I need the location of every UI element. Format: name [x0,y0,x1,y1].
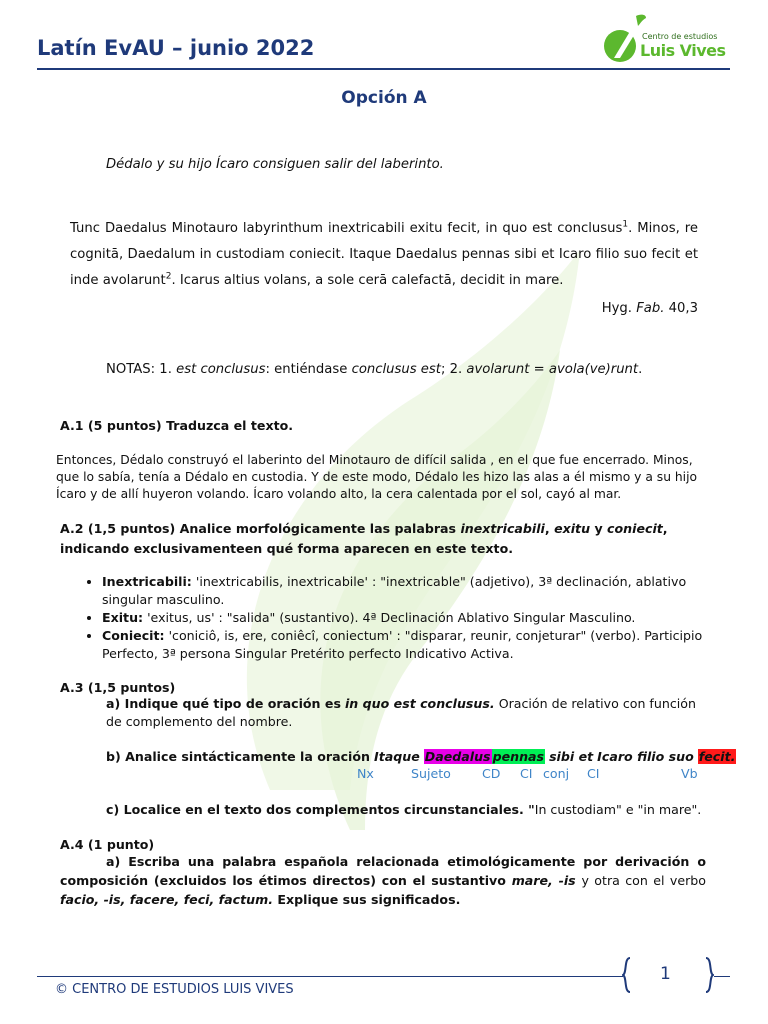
a3-c: c) Localice en el texto dos complementos circunstanciales. "In custodiam" e "in mare". [106,802,702,817]
page-title: Latín EvAU – junio 2022 [37,36,315,60]
a1-heading: A.1 (5 puntos) Traduzca el texto. [60,418,294,433]
syntax-label: CI [587,766,600,781]
a3-a: a) Indique qué tipo de oración es in quo est conclusus. Oración de relativo con función de complemento del nombre. [106,696,696,729]
footer-text: © CENTRO DE ESTUDIOS LUIS VIVES [55,982,294,997]
syntax-label: CI [520,766,533,781]
right-bracket-icon [704,957,714,993]
a2-list [84,573,714,663]
syntax-label: conj [543,766,570,781]
page-number: 1 [660,964,671,984]
text-subtitle: Dédalo y su hijo Ícaro consiguen salir del laberinto. [106,157,444,172]
left-bracket-icon [622,957,632,993]
syntax-label: Nx [357,766,374,781]
a2-heading: A.2 (1,5 puntos) Analice morfológicamente las palabras inextricabili, exitu y coniecit, indicando exclusivamenteen qué forma aparecen en este texto. [60,521,668,556]
a3-b: b) Analice sintácticamente la oración Itaque Daedalus pennas sibi et Icaro filio suo fecit. [106,749,736,764]
logo-name: Luis Vives [640,41,726,60]
logo-caption: Centro de estudios [642,32,718,41]
list-item: • Coniecit: 'coniciô, is, ere, coniêcî, coniectum' : "disparar, reunir, conjeturar" (verbo). Participio Perfecto, 3ª persona Singular Pretérito perfecto Indicativo Activa. [102,627,714,663]
latin-text: Tunc Daedalus Minotauro labyrinthum inextricabili exitu fecit, in quo est conclusus$^1$. Minos, re cognitā, Daedalum in custodiam coniecit. Itaque Daedalus pennas sibi et Icaro filio suo fecit et inde avolarunt$^2$. Icarus altius volans, a sole cerā calefactā, decidit in mare. [70,219,698,288]
a4-heading: A.4 (1 punto) [60,837,155,852]
list-item: • Exitu: 'exitus, us' : "salida" (sustantivo). 4ª Declinación Ablativo Singular Masculino. [102,609,714,627]
notes: NOTAS: 1. est conclusus: entiéndase conclusus est; 2. avolarunt = avola(ve)runt. [106,362,643,377]
syntax-label: Sujeto [411,766,451,781]
a3-heading: A.3 (1,5 puntos) [60,680,176,695]
citation: Hyg. Fab. 40,3 [601,301,698,316]
option-title: Opción A [341,88,427,108]
a1-answer: Entonces, Dédalo construyó el laberinto del Minotauro de difícil salida , en el que fue encerrado. Minos, que lo sabía, tenía a Dédalo en custodia. Y de este modo, Dédalo les hizo las alas a él mismo y a su hijo Ícaro y de allí huyeron volando. Ícaro volando alto, la cera calentada por el sol, cayó al mar. [56,453,698,501]
a4-question: a) Escriba una palabra española relacionada etimológicamente por derivación o composición (excluidos los étimos directos) con el sustantivo mare, -is y otra con el verbo facio, -is, facere, feci, factum. Explique sus significados. [60,854,706,907]
list-item: • Inextricabili: 'inextricabilis, inextricabile' : "inextricable" (adjetivo), 3ª declinación, ablativo singular masculino. [102,573,714,609]
logo [602,14,726,66]
footer-rule [714,976,730,977]
syntax-label: CD [482,766,501,781]
footer-rule [37,976,623,977]
header-rule [37,68,730,70]
syntax-label: Vb [681,766,698,781]
